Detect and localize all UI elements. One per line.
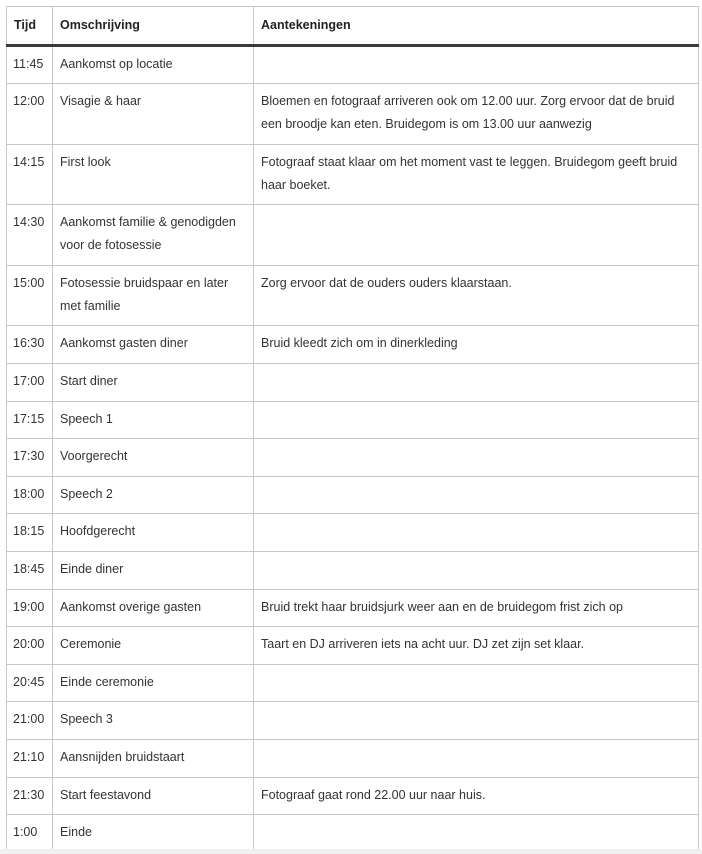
cell-notes bbox=[254, 476, 699, 514]
cell-notes bbox=[254, 363, 699, 401]
cell-time: 17:00 bbox=[7, 363, 53, 401]
cell-notes bbox=[254, 205, 699, 266]
cell-notes: Fotograaf gaat rond 22.00 uur naar huis. bbox=[254, 777, 699, 815]
cell-description: Aankomst op locatie bbox=[53, 46, 254, 84]
table-row bbox=[7, 363, 699, 401]
table-row bbox=[7, 401, 699, 439]
cell-description: Start feestavond bbox=[53, 777, 254, 815]
cell-description: Hoofdgerecht bbox=[53, 514, 254, 552]
schedule-table-wrapper bbox=[6, 6, 698, 853]
table-header-row bbox=[7, 7, 699, 46]
cell-time: 18:15 bbox=[7, 514, 53, 552]
table-row bbox=[7, 739, 699, 777]
table-row bbox=[7, 589, 699, 627]
column-header-description: Omschrijving bbox=[53, 7, 254, 46]
cell-description: Speech 1 bbox=[53, 401, 254, 439]
cell-description: Visagie & haar bbox=[53, 84, 254, 145]
cell-description: Ceremonie bbox=[53, 627, 254, 665]
cell-time: 14:30 bbox=[7, 205, 53, 266]
table-row bbox=[7, 702, 699, 740]
cell-notes: Bruid trekt haar bruidsjurk weer aan en de bruidegom frist zich op bbox=[254, 589, 699, 627]
cell-time: 12:00 bbox=[7, 84, 53, 145]
table-row bbox=[7, 514, 699, 552]
cell-time: 16:30 bbox=[7, 326, 53, 364]
cell-notes bbox=[254, 514, 699, 552]
cell-time: 18:45 bbox=[7, 551, 53, 589]
cell-time: 21:10 bbox=[7, 739, 53, 777]
table-row bbox=[7, 46, 699, 84]
cell-time: 17:15 bbox=[7, 401, 53, 439]
cell-notes bbox=[254, 46, 699, 84]
table-row bbox=[7, 205, 699, 266]
cell-time: 17:30 bbox=[7, 439, 53, 477]
cell-time: 18:00 bbox=[7, 476, 53, 514]
cell-notes: Fotograaf staat klaar om het moment vast te leggen. Bruidegom geeft bruid haar boeket. bbox=[254, 144, 699, 205]
table-row bbox=[7, 815, 699, 853]
cell-description: Einde diner bbox=[53, 551, 254, 589]
cell-notes bbox=[254, 815, 699, 853]
table-row bbox=[7, 551, 699, 589]
wedding-schedule-table bbox=[6, 6, 699, 853]
cell-notes: Bruid kleedt zich om in dinerkleding bbox=[254, 326, 699, 364]
cell-description: Aansnijden bruidstaart bbox=[53, 739, 254, 777]
table-row bbox=[7, 84, 699, 145]
cell-description: Aankomst gasten diner bbox=[53, 326, 254, 364]
cell-notes: Taart en DJ arriveren iets na acht uur. DJ zet zijn set klaar. bbox=[254, 627, 699, 665]
cell-notes bbox=[254, 551, 699, 589]
cell-notes bbox=[254, 439, 699, 477]
cell-description: Aankomst overige gasten bbox=[53, 589, 254, 627]
table-row bbox=[7, 777, 699, 815]
cell-description: Einde bbox=[53, 815, 254, 853]
cell-description: Aankomst familie & genodigden voor de fotosessie bbox=[53, 205, 254, 266]
cell-time: 15:00 bbox=[7, 265, 53, 326]
cell-description: Voorgerecht bbox=[53, 439, 254, 477]
cell-description: Fotosessie bruidspaar en later met familie bbox=[53, 265, 254, 326]
table-row bbox=[7, 476, 699, 514]
table-row bbox=[7, 265, 699, 326]
cell-notes: Bloemen en fotograaf arriveren ook om 12.00 uur. Zorg ervoor dat de bruid een broodje kan eten. Bruidegom is om 13.00 uur aanwezig bbox=[254, 84, 699, 145]
cell-description: Einde ceremonie bbox=[53, 664, 254, 702]
cell-time: 11:45 bbox=[7, 46, 53, 84]
cell-time: 21:30 bbox=[7, 777, 53, 815]
cell-notes bbox=[254, 739, 699, 777]
table-row bbox=[7, 627, 699, 665]
cell-description: First look bbox=[53, 144, 254, 205]
cell-time: 21:00 bbox=[7, 702, 53, 740]
table-row bbox=[7, 144, 699, 205]
cell-notes bbox=[254, 664, 699, 702]
page-bottom-edge bbox=[0, 849, 702, 854]
cell-description: Speech 3 bbox=[53, 702, 254, 740]
column-header-time: Tijd bbox=[7, 7, 53, 46]
cell-time: 20:00 bbox=[7, 627, 53, 665]
cell-description: Start diner bbox=[53, 363, 254, 401]
cell-notes: Zorg ervoor dat de ouders ouders klaarstaan. bbox=[254, 265, 699, 326]
cell-time: 1:00 bbox=[7, 815, 53, 853]
cell-time: 20:45 bbox=[7, 664, 53, 702]
table-row bbox=[7, 664, 699, 702]
table-row bbox=[7, 439, 699, 477]
cell-description: Speech 2 bbox=[53, 476, 254, 514]
cell-time: 19:00 bbox=[7, 589, 53, 627]
cell-time: 14:15 bbox=[7, 144, 53, 205]
cell-notes bbox=[254, 401, 699, 439]
column-header-notes: Aantekeningen bbox=[254, 7, 699, 46]
table-row bbox=[7, 326, 699, 364]
cell-notes bbox=[254, 702, 699, 740]
